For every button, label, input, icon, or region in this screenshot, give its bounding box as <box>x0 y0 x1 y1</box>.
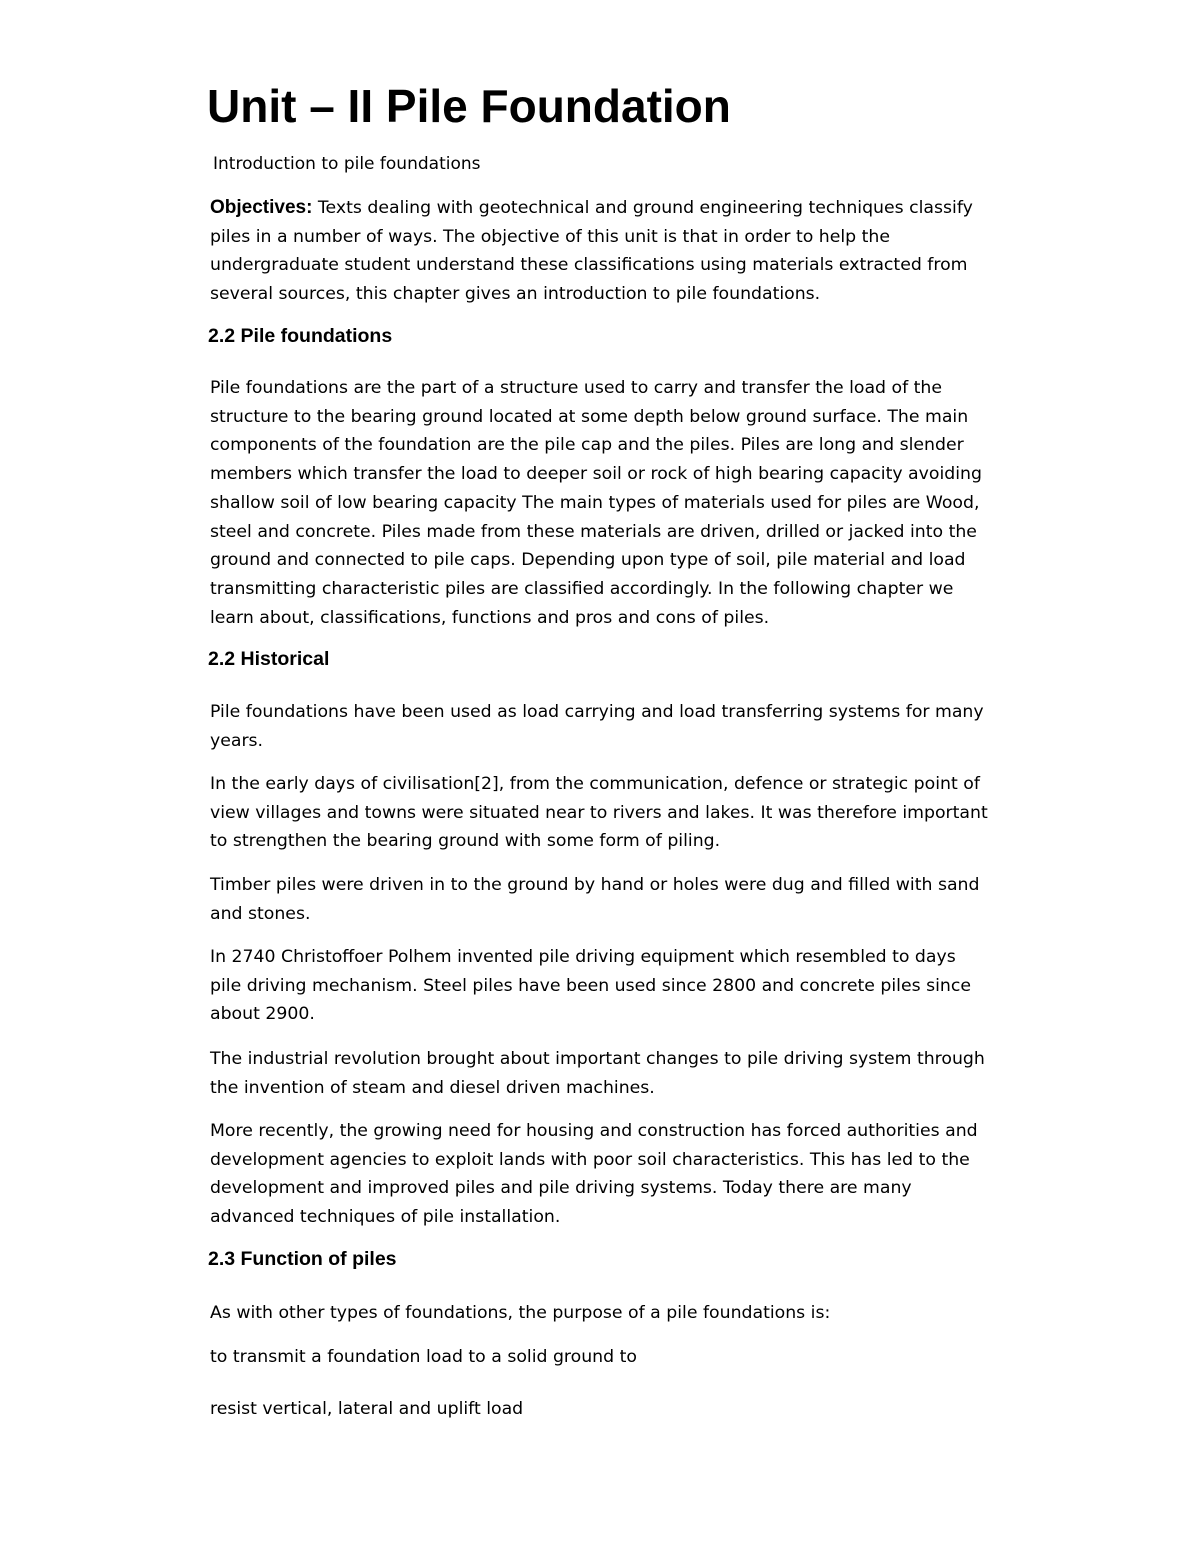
objectives-first-line-text: Texts dealing with geotechnical and ground engineering techniques classify <box>312 198 973 218</box>
paragraph-line: More recently, the growing need for housing and construction has forced authorities and <box>210 1121 978 1141</box>
paragraph-line: transmitting characteristic piles are classified accordingly. In the following chapter we <box>210 578 954 599</box>
paragraph-historical-6 <box>210 1117 978 1232</box>
paragraph-line: advanced techniques of pile installation. <box>210 1207 561 1228</box>
paragraph-line: about 2900. <box>210 1004 315 1025</box>
paragraph-historical-1 <box>210 698 984 755</box>
paragraph-line: In 2740 Christoffoer Polhem invented pile driving equipment which resembled to days <box>210 947 956 967</box>
objectives-paragraph <box>210 194 973 309</box>
paragraph-line: members which transfer the load to deeper soil or rock of high bearing capacity avoiding <box>210 464 982 485</box>
section-heading-function-of-piles: 2.3 Function of piles <box>208 1248 397 1270</box>
paragraph-line: As with other types of foundations, the purpose of a pile foundations is: <box>210 1303 831 1323</box>
paragraph-line: ground and connected to pile caps. Depending upon type of soil, pile material and load <box>210 550 966 571</box>
paragraph-line: Pile foundations have been used as load carrying and load transferring systems for many <box>210 702 984 722</box>
paragraph-line: The industrial revolution brought about important changes to pile driving system through <box>210 1049 985 1069</box>
objectives-line: several sources, this chapter gives an introduction to pile foundations. <box>210 284 821 305</box>
objectives-line: undergraduate student understand these classifications using materials extracted from <box>210 255 968 276</box>
paragraph-line: to strengthen the bearing ground with some form of piling. <box>210 831 721 852</box>
paragraph-line: Timber piles were driven in to the ground by hand or holes were dug and filled with sand <box>210 875 980 895</box>
paragraph-line: and stones. <box>210 903 311 924</box>
objectives-label: Objectives: <box>210 197 313 218</box>
paragraph-function-2 <box>210 1343 637 1372</box>
paragraph-historical-2 <box>210 770 988 856</box>
paragraph-line: structure to the bearing ground located at some depth below ground surface. The main <box>210 406 969 427</box>
section-heading-pile-foundations: 2.2 Pile foundations <box>208 325 393 347</box>
paragraph-line: steel and concrete. Piles made from these materials are driven, drilled or jacked into the <box>210 521 977 542</box>
paragraph-line: learn about, classifications, functions and pros and cons of piles. <box>210 607 770 628</box>
document-subtitle: Introduction to pile foundations <box>213 154 481 174</box>
paragraph-historical-3 <box>210 871 979 928</box>
paragraph-line: development and improved piles and pile driving systems. Today there are many <box>210 1178 912 1199</box>
paragraph-line: resist vertical, lateral and uplift load <box>210 1399 524 1419</box>
paragraph-line: components of the foundation are the pile cap and the piles. Piles are long and slender <box>210 435 964 456</box>
objectives-first-line <box>210 194 973 223</box>
paragraph-line: shallow soil of low bearing capacity The main types of materials used for piles are Wood, <box>210 492 980 513</box>
paragraph-line: the invention of steam and diesel driven machines. <box>210 1077 655 1098</box>
objectives-line: piles in a number of ways. The objective of this unit is that in order to help the <box>210 226 891 247</box>
paragraph-line: Pile foundations are the part of a structure used to carry and transfer the load of the <box>210 378 943 398</box>
document-title: Unit – II Pile Foundation <box>207 80 731 132</box>
paragraph-historical-5 <box>210 1045 985 1102</box>
paragraph-line: pile driving mechanism. Steel piles have been used since 2800 and concrete piles since <box>210 975 971 996</box>
paragraph-line: In the early days of civilisation[2], from the communication, defence or strategic point of <box>210 774 980 794</box>
paragraph-function-1 <box>210 1299 830 1328</box>
paragraph-line: development agencies to exploit lands with poor soil characteristics. This has led to the <box>210 1149 970 1170</box>
paragraph-historical-4 <box>210 943 971 1029</box>
paragraph-line: to transmit a foundation load to a solid ground to <box>210 1347 637 1367</box>
paragraph-pile-foundations <box>210 374 982 632</box>
paragraph-line: years. <box>210 730 264 751</box>
paragraph-function-3 <box>210 1395 523 1424</box>
paragraph-line: view villages and towns were situated near to rivers and lakes. It was therefore important <box>210 802 988 823</box>
section-heading-historical: 2.2 Historical <box>208 648 330 670</box>
